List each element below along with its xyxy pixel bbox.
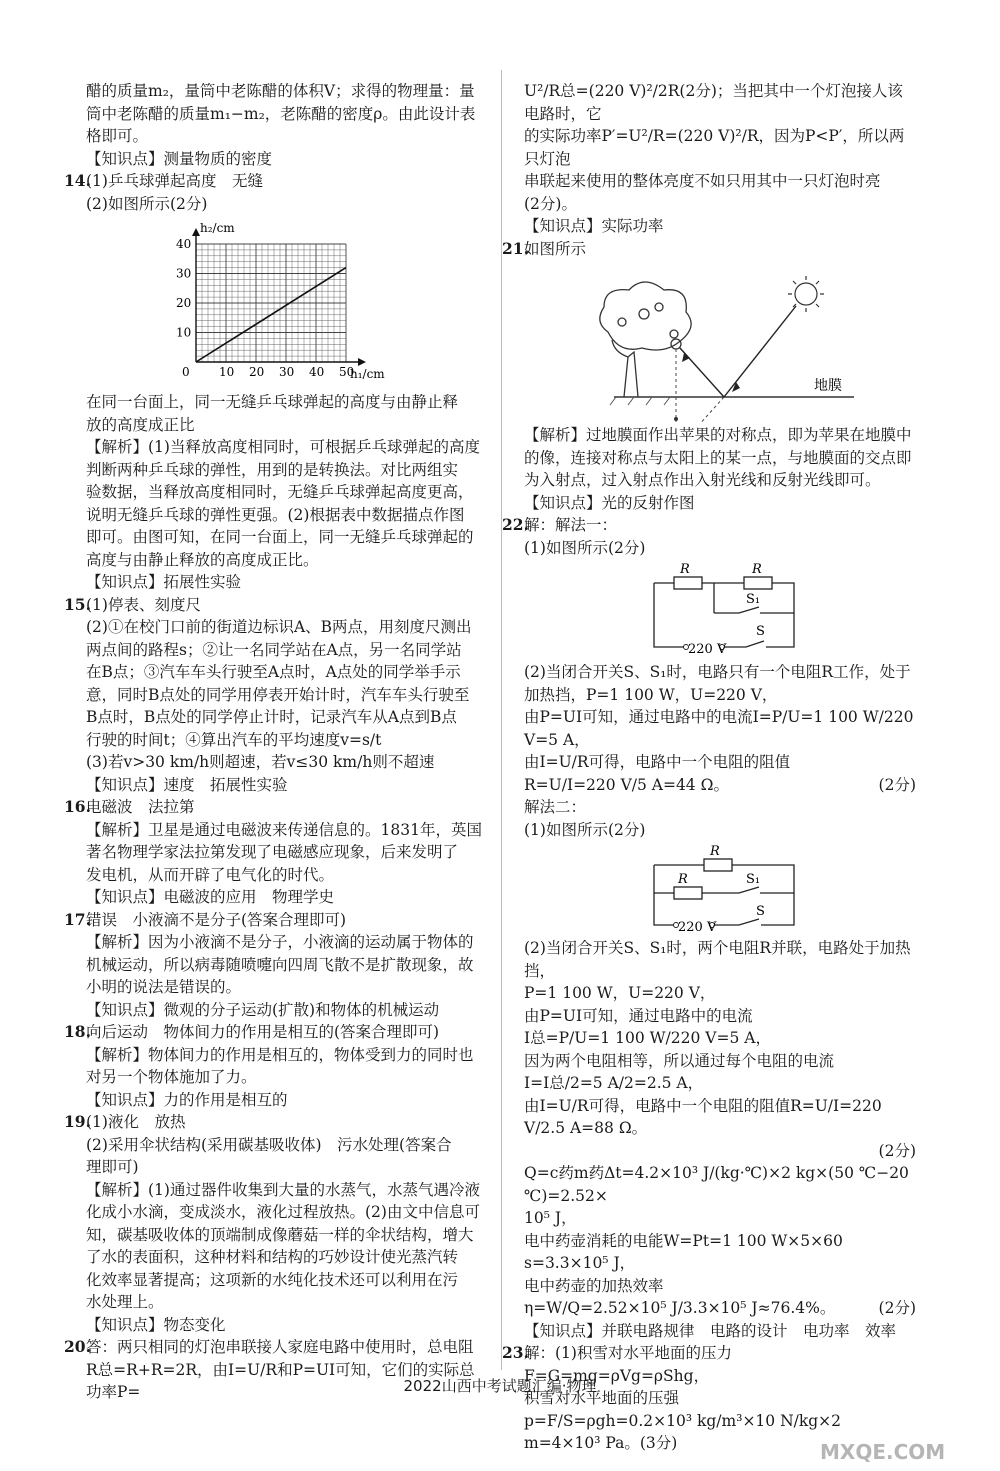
score: (2分) (878, 775, 916, 794)
answer-line: 在同一台面上，同一无缝乒乓球弹起的高度与由静止释 (86, 393, 459, 411)
y-axis-arrow (192, 228, 200, 236)
analysis-line: 机械运动，所以病毒随喷嚏向四周飞散不是扩散现象，故 (86, 955, 474, 974)
question-number: 17. (64, 909, 91, 929)
analysis-line: 验数据，当释放高度相同时，无缝乒乓球弹起高度更高， (86, 483, 474, 501)
column-divider (501, 70, 502, 1370)
analysis-line: 高度与由静止释放的高度成正比。 (86, 550, 319, 569)
answer-line: R总=R+R=2R，由I=U/R和P=UI可知，它们的实际总功率P= (86, 1360, 475, 1401)
knowledge-point: 【知识点】拓展性实验 (86, 573, 242, 591)
answer-line: B点时，B点处的同学停止计时，记录汽车从A点到B点 (86, 708, 457, 726)
analysis-line: 的像，连接对称点与太阳上的某一点，与地膜面的交点即 (524, 448, 912, 467)
y-tick-label: 20 (176, 296, 192, 310)
analysis-line: 判断两种乒乓球的弹性，用到的是转换法。对比两组实 (86, 460, 459, 479)
sun-icon (788, 276, 824, 312)
analysis-line: 化效率显著提高；这项新的水纯化技术还可以利用在污 (86, 1270, 459, 1289)
voltage-label: 220 V (688, 642, 727, 657)
analysis-line: 说明无缝乒乓球的弹性更强。(2)根据表中数据描点作图 (86, 505, 465, 524)
answer-line: U²/R总=(220 V)²/2R(2分)；当把其中一个灯泡接人该电路时，它 (524, 82, 903, 123)
resistor (674, 577, 702, 589)
knowledge-point: 【知识点】实际功率 (524, 217, 664, 235)
chart-figure (86, 217, 486, 389)
analysis-line: 水处理上。 (86, 1293, 164, 1311)
line-chart (86, 217, 386, 389)
x-tick-label: 0 (182, 365, 190, 379)
answer-line: (2)①在校门口前的街道边标识A、B两点，用刻度尺测出 (86, 618, 472, 636)
question-number: 20. (64, 1337, 91, 1356)
analysis-line: 发电机，从而开辟了电气化的时代。 (86, 865, 335, 884)
x-tick-label: 10 (219, 365, 235, 379)
y-tick-label: 10 (176, 325, 192, 340)
answer-line: 由I=U/R可得，电路中一个电阻的阻值R=U/I=220 V/2.5 A=88 Ω。 (524, 1096, 882, 1137)
voltage-label: 220 V (678, 920, 717, 935)
question-number: 18. (64, 1022, 91, 1041)
answer-line: 解：解法一： (524, 516, 618, 534)
answer-line: 由P=UI可知，通过电路中的电流 (524, 1006, 753, 1025)
y-axis-label: h₂/cm (200, 221, 235, 235)
answer-line: 错误 小液滴不是分子(答案合理即可) (86, 910, 347, 929)
knowledge-point: 【知识点】光的反射作图 (524, 493, 695, 512)
resistor-label: R (678, 872, 688, 887)
question-number: 22. (502, 515, 529, 534)
answer-line: I=I总/2=5 A/2=2.5 A， (524, 1074, 704, 1092)
text-line: 醋的质量m₂，量筒中老陈醋的体积V；求得的物理量：量 (86, 82, 475, 100)
analysis-line: 【解析】(1)当释放高度相同时，可根据乒乓球弹起的高度 (86, 438, 480, 456)
analysis-line: 【解析】物体间力的作用是相互的，物体受到力的同时也 (86, 1045, 474, 1064)
answer-line: (1)乒乓球弹起高度 无缝 (86, 172, 263, 190)
answer-line: 行驶的时间t；④算出汽车的平均速度v=s/t (86, 730, 382, 749)
knowledge-point: 【知识点】并联电路规律 电路的设计 电功率 效率 (524, 1321, 897, 1340)
answer-line: 在B点；③汽车车头行驶至A点时，A点处的同学举手示 (86, 663, 461, 681)
question-number: 16. (64, 797, 91, 816)
analysis-line: 了水的表面积，这种材料和结构的巧妙设计使光蒸汽转 (86, 1248, 459, 1266)
score: (2分) (878, 1299, 916, 1317)
answer-line: 解：(1)积雪对水平地面的压力F=G=mg=ρVg=ρShg， (524, 1344, 732, 1385)
y-tick-label: 40 (176, 237, 192, 251)
switch-label: S (756, 904, 765, 919)
answer-line: 电中药壶的加热效率 (524, 1276, 664, 1295)
right-column (502, 80, 916, 1455)
x-axis-label: h₁/cm (350, 367, 385, 381)
answer-line: (2分)。 (524, 194, 577, 213)
resistor (744, 577, 772, 589)
knowledge-point: 【知识点】力的作用是相互的 (86, 1090, 288, 1109)
question-number: 21. (502, 238, 529, 258)
switch-label: S (756, 624, 765, 639)
question-number: 14. (64, 171, 91, 190)
answer-line: 由I=U/R可得，电路中一个电阻的阻值 (524, 753, 791, 771)
answer-line: 电磁波 法拉第 (86, 798, 195, 816)
answer-line: Q=c药m药Δt=4.2×10³ J/(kg·℃)×2 kg×(50 ℃−20 ℃)=2.52× (524, 1164, 909, 1205)
switch-label: S₁ (746, 592, 761, 607)
answer-line: R=U/I=220 V/5 A=44 Ω。 (524, 775, 729, 794)
analysis-line: 【解析】过地膜面作出苹果的对称点，即为苹果在地膜中 (524, 426, 912, 444)
answer-line: 的实际功率P′=U²/R=(220 V)²/R，因为P<P′，所以两只灯泡 (524, 127, 905, 168)
answer-line: (2)采用伞状结构(采用碳基吸收体) 污水处理(答案合 (86, 1135, 452, 1154)
switch-label: S₁ (746, 872, 761, 887)
question-number: 15. (64, 594, 91, 614)
answer-line: (2)当闭合开关S、S₁时，电路只有一个电阻R工作，处于 (524, 663, 911, 681)
analysis-line: 即可。由图可知，在同一台面上，同一无缝乒乓球弹起的 (86, 528, 474, 546)
answer-line: 10⁵ J， (524, 1209, 577, 1227)
knowledge-point: 【知识点】物态变化 (86, 1315, 226, 1334)
text-line: 格即可。 (86, 127, 149, 145)
answer-line: (1)液化 放热 (86, 1113, 186, 1131)
answer-line: 如图所示 (524, 239, 587, 258)
answer-line: (3)若v>30 km/h则超速，若v≤30 km/h则不超速 (86, 753, 435, 771)
text-line: 筒中老陈醋的质量m₁−m₂，老陈醋的密度ρ。由此设计表 (86, 104, 476, 123)
circuit-diagram-1 (524, 561, 916, 659)
resistor-label: R (680, 562, 690, 577)
answer-line: I总=P/U=1 100 W/220 V=5 A， (524, 1029, 771, 1047)
answer-line: 电中药壶消耗的电能W=Pt=1 100 W×5×60 s=3.3×10⁵ J， (524, 1231, 843, 1272)
question-number: 19. (64, 1112, 91, 1131)
answer-line: 积雪对水平地面的压强 (524, 1389, 680, 1407)
x-axis-arrow (358, 358, 366, 366)
knowledge-point: 【知识点】微观的分子运动(扩散)和物体的机械运动 (86, 1000, 440, 1019)
answer-line: 放的高度成正比 (86, 415, 195, 434)
analysis-line: 化成小水滴，变成淡水，液化过程放热。(2)由文中信息可 (86, 1203, 480, 1221)
answer-line: (1)如图所示(2分) (524, 820, 646, 839)
answer-line: P=1 100 W，U=220 V， (524, 984, 716, 1002)
answer-line: 解法二： (524, 798, 587, 816)
x-tick-label: 50 (339, 365, 355, 379)
analysis-line: 对另一个物体施加了力。 (86, 1068, 257, 1086)
answer-line: (1)如图所示(2分) (524, 538, 646, 557)
question-number: 23. (502, 1343, 529, 1362)
knowledge-point: 【知识点】电磁波的应用 物理学史 (86, 888, 335, 906)
x-tick-label: 30 (279, 365, 295, 379)
reflection-diagram (524, 262, 916, 422)
answer-line: 理即可) (86, 1158, 139, 1176)
y-tick-label: 30 (176, 266, 192, 281)
answer-line: (2)当闭合开关S、S₁时，两个电阻R并联，电路处于加热挡， (524, 939, 911, 980)
apple-image-point (674, 417, 678, 421)
knowledge-point: 【知识点】速度 拓展性实验 (86, 775, 288, 794)
page-footer: 2022山西中考试题汇编·物理 (403, 1377, 597, 1395)
answer-line: (2)如图所示(2分) (86, 194, 208, 213)
resistor-label: R (710, 844, 720, 859)
incident-ray (724, 306, 796, 397)
answer-line: (1)停表、刻度尺 (86, 595, 201, 614)
left-column (64, 80, 486, 1404)
score: (2分) (878, 1141, 916, 1160)
answer-line: 串联起来使用的整体亮度不如只用其中一只灯泡时亮 (524, 172, 881, 190)
analysis-line: 著名物理学家法拉第发现了电磁感应现象，后来发明了 (86, 843, 459, 861)
resistor-label: R (752, 562, 762, 577)
answer-line: 由P=UI可知，通过电路中的电流I=P/U=1 100 W/220 V=5 A， (524, 708, 914, 749)
analysis-line: 为入射点，过入射点作出入射光线和反射光线即可。 (524, 471, 881, 489)
analysis-line: 小明的说法是错误的。 (86, 978, 242, 996)
circuit-diagram-2 (524, 843, 916, 935)
chart-grid (196, 244, 346, 362)
analysis-line: 知，碳基吸收体的顶端制成像蘑菇一样的伞状结构，增大 (86, 1225, 474, 1244)
x-tick-label: 20 (249, 365, 265, 379)
analysis-line: 【解析】(1)通过器件收集到大量的水蒸气，水蒸气遇冷液 (86, 1180, 480, 1199)
answer-line: 加热挡，P=1 100 W，U=220 V， (524, 685, 778, 704)
ground-label: 地膜 (814, 378, 842, 394)
x-tick-label: 40 (309, 365, 325, 379)
resistor (704, 859, 732, 871)
knowledge-point: 【知识点】测量物质的密度 (86, 149, 273, 168)
watermark-logo: MXQE.COM (820, 1440, 946, 1464)
resistor (674, 887, 702, 899)
answer-line: 意，同时B点处的同学用停表开始计时，汽车车头行驶至 (86, 685, 470, 704)
answer-line: 因为两个电阻相等，所以通过每个电阻的电流 (524, 1051, 835, 1070)
analysis-line: 【解析】因为小液滴不是分子，小液滴的运动属于物体的 (86, 933, 474, 951)
answer-line: 答：两只相同的灯泡串联接人家庭电路中使用时，总电阻 (86, 1338, 474, 1356)
analysis-line: 【解析】卫星是通过电磁波来传递信息的。1831年，英国 (86, 820, 482, 839)
answer-line: 两点间的路程s；②让一名同学站在A点，另一名同学站 (86, 640, 462, 659)
answer-line: η=W/Q=2.52×10⁵ J/3.3×10⁵ J≈76.4%。 (524, 1299, 836, 1317)
answer-line: p=F/S=ρgh=0.2×10³ kg/m³×10 N/kg×2 m=4×10³ Pa。(3分) (524, 1411, 842, 1452)
answer-line: 向后运动 物体间力的作用是相互的(答案合理即可) (86, 1023, 440, 1041)
virtual-ray (680, 397, 724, 422)
